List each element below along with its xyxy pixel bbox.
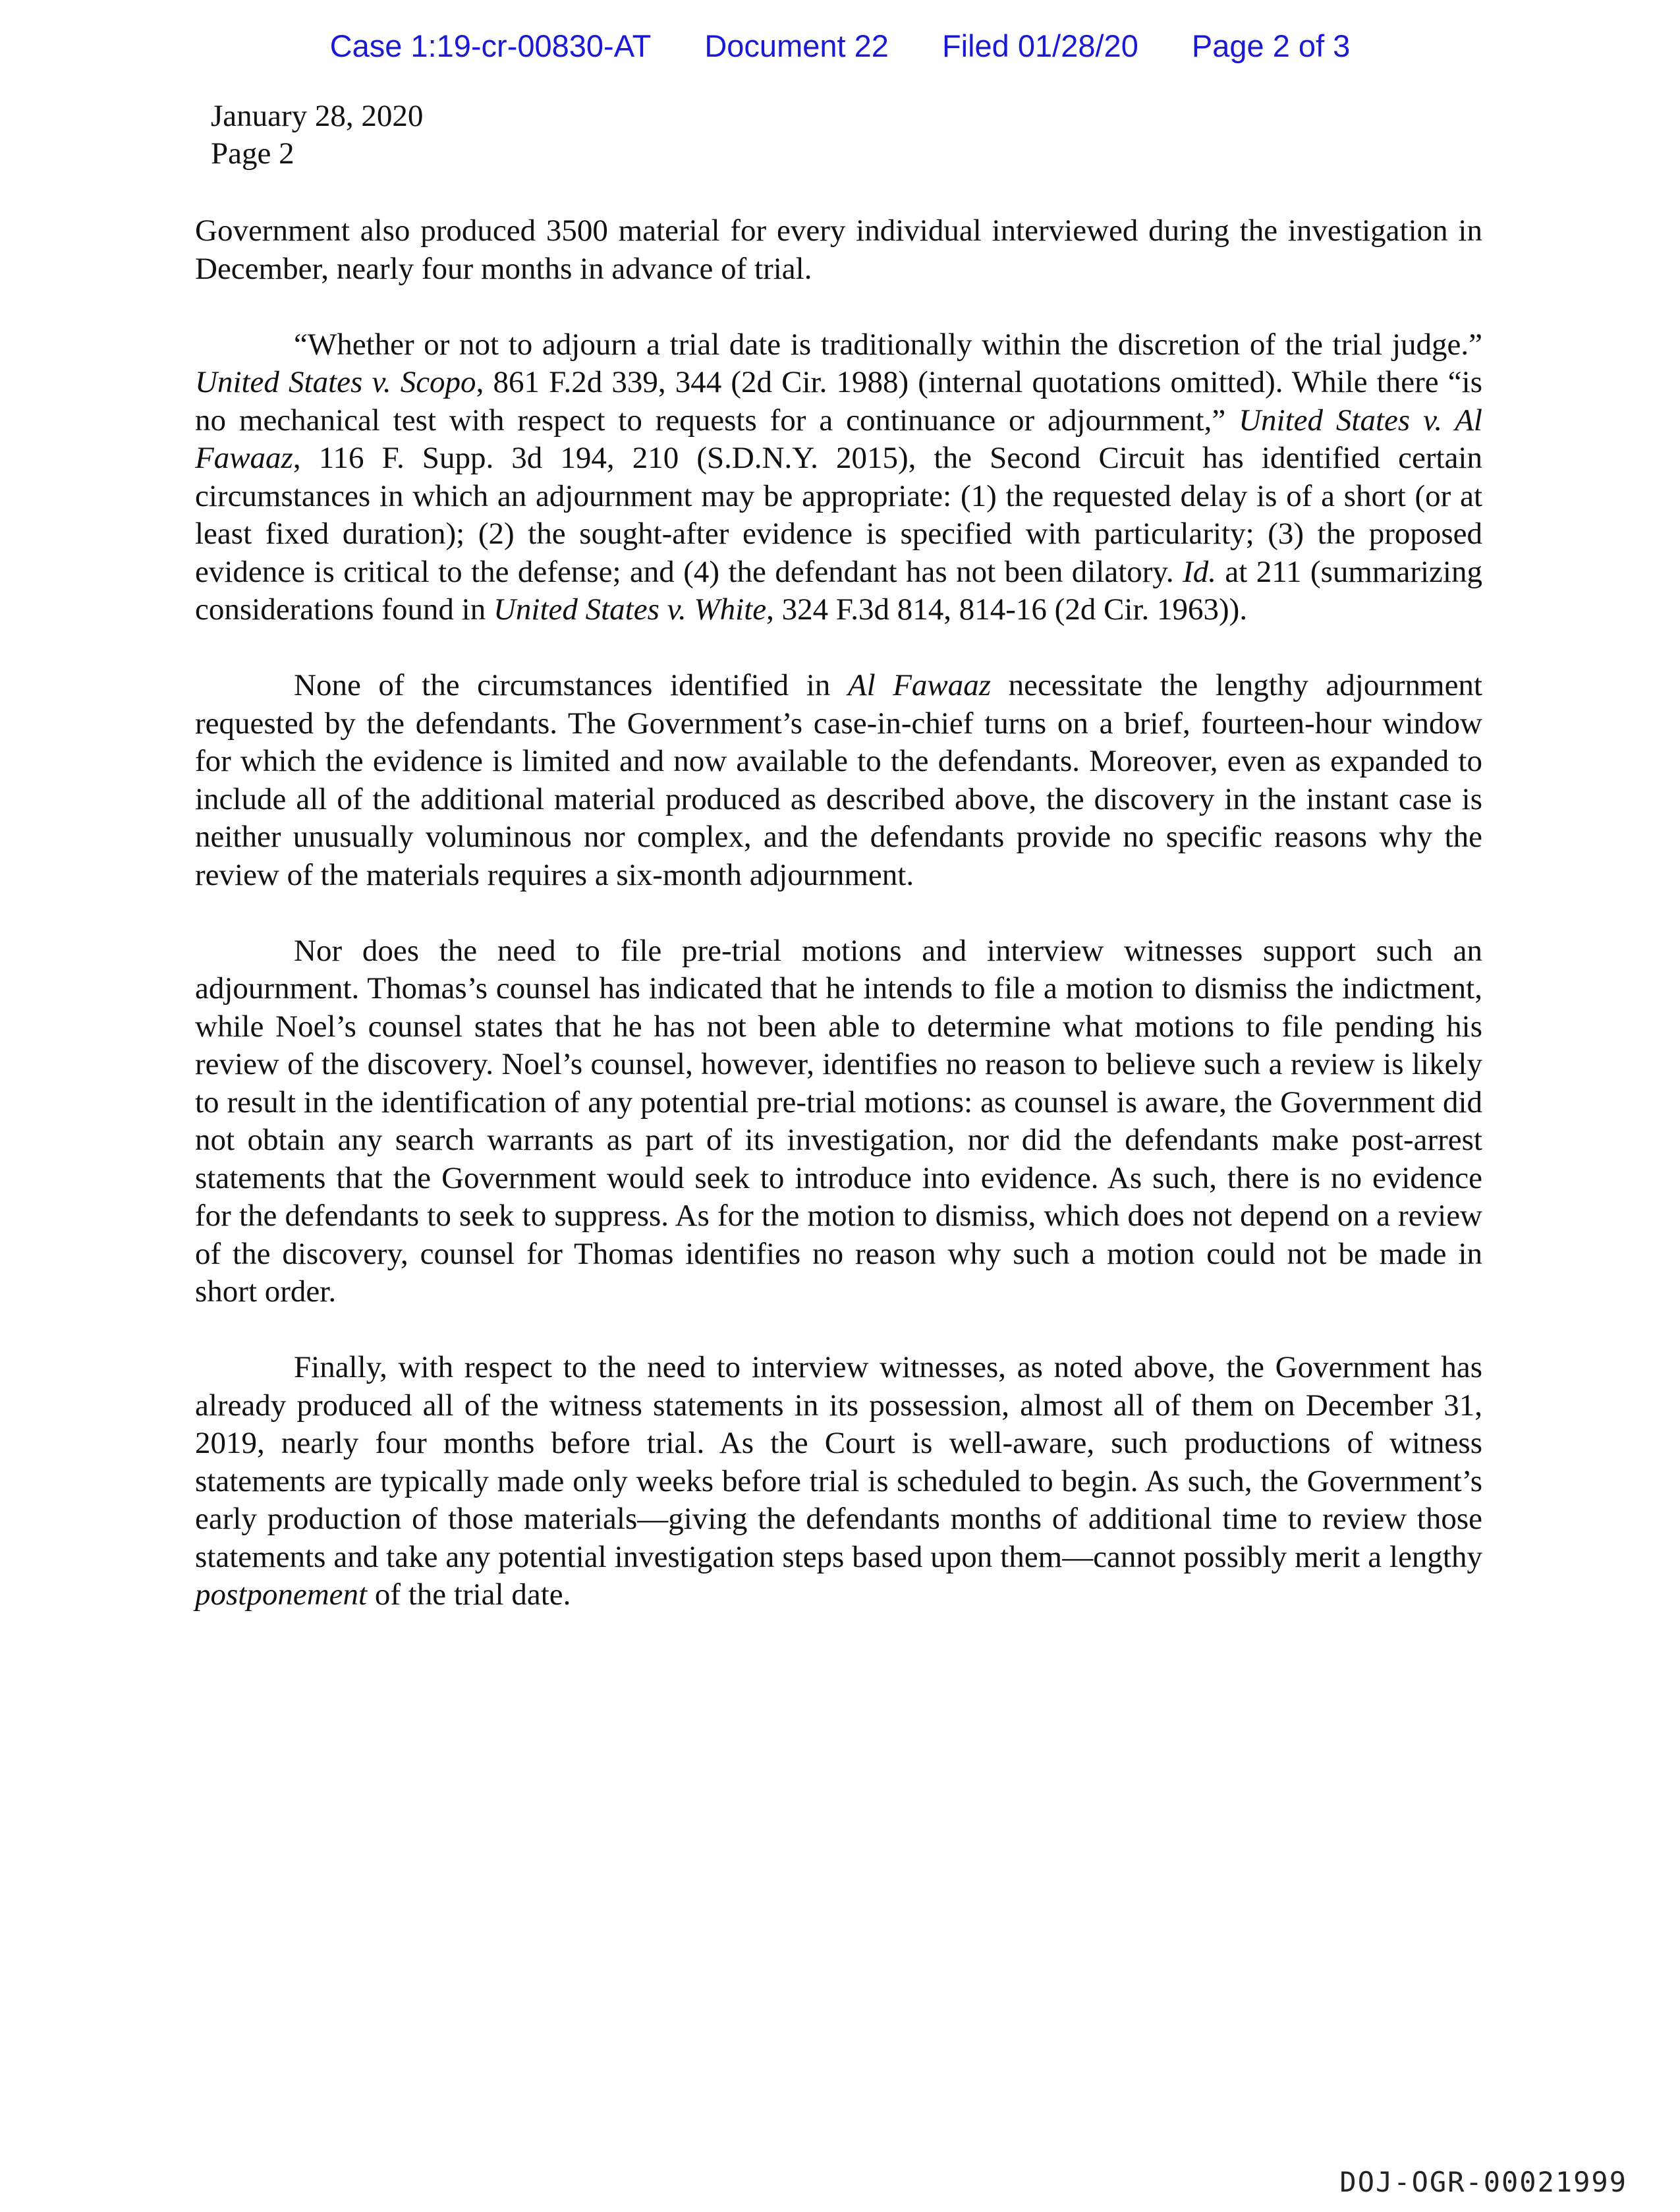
ecf-filing-header [0, 28, 1680, 64]
paragraph-text: Nor does the need to file pre-trial motions and interview witnesses support such an adjournment. Thomas’s counsel has indicated that he intends to file a motion to dismiss the indictment, while Noel’s counsel states that he has not been able to determine what motions to file pending his review of the discovery. Noel’s counsel, however, identifies no reason to believe such a review is likely to result in the identification of any potential pre-trial motions: as counsel is aware, the Government did not obtain any search warrants as part of its investigation, nor did the defendants make post-arrest statements that the Government would seek to introduce into evidence. As such, there is no evidence for the defendants to seek to suppress. As for the motion to dismiss, which does not depend on a review of the discovery, counsel for Thomas identifies no reason why such a motion could not be made in short order. [195, 933, 1482, 1309]
italic-citation: postponement [195, 1577, 368, 1612]
body-paragraph [195, 1349, 1482, 1614]
body-paragraph [195, 932, 1482, 1311]
paragraph-text: of the trial date. [367, 1577, 571, 1612]
italic-citation: United States v. Al Fawaaz [195, 403, 1482, 475]
paragraph-text: necessitate the lengthy adjournment requested by the defendants. The Government’s case-in-chief turns on a brief, fourteen-hour window for which the evidence is limited and now available to the defendants. Moreover, even as expanded to include all of the additional material produced as described above, the discovery in the instant case is neither unusually voluminous nor complex, and the defendants provide no specific reasons why the review of the materials requires a six-month adjournment. [195, 668, 1482, 892]
letter-header [211, 98, 423, 173]
body-paragraph [195, 326, 1482, 629]
italic-citation: United States v. Scopo [195, 365, 476, 399]
letter-date: January 28, 2020 [211, 99, 424, 133]
bates-number: DOJ-OGR-00021999 [1339, 2166, 1627, 2198]
paragraph-text: Government also produced 3500 material for every individual interviewed during the investigation in December, nearly four months in advance of trial. [195, 213, 1482, 286]
paragraph-text: , 324 F.3d 814, 814-16 (2d Cir. 1963)). [766, 592, 1248, 627]
filed-date: Filed 01/28/20 [941, 28, 1138, 63]
page-count: Page 2 of 3 [1191, 28, 1351, 63]
paragraph-text: at 211 (summarizing considerations found in [195, 554, 1482, 627]
letter-body [195, 212, 1482, 1652]
letter-page-label: Page 2 [211, 136, 294, 171]
italic-citation: Al Fawaaz [847, 668, 992, 702]
paragraph-text: “Whether or not to adjourn a trial date is traditionally within the discretion of the trial judge.” [294, 327, 1482, 362]
paragraph-text: , 116 F. Supp. 3d 194, 210 (S.D.N.Y. 2015), the Second Circuit has identified certain circumstances in which an adjournment may be appropriate: (1) the requested delay is of a short (or at least fixed duration); (2) the sought-after evidence is specified with particularity; (3) the proposed evidence is critical to the defense; and (4) the defendant has not been dilatory. [195, 441, 1482, 589]
case-number: Case 1:19-cr-00830-AT [329, 28, 652, 63]
italic-citation: United States v. White [493, 592, 767, 627]
paragraph-text: None of the circumstances identified in [294, 668, 848, 702]
body-paragraph [195, 667, 1482, 894]
italic-citation: Id. [1183, 554, 1216, 589]
paragraph-text: , 861 F.2d 339, 344 (2d Cir. 1988) (internal quotations omitted). While there “is no mechanical test with respect to requests for a continuance or adjournment,” [195, 365, 1483, 438]
paragraph-text: Finally, with respect to the need to interview witnesses, as noted above, the Government has already produced all of the witness statements in its possession, almost all of them on December 31, 2019, nearly four months before trial. As the Court is well-aware, such productions of witness statements are typically made only weeks before trial is scheduled to begin. As such, the Government’s early production of those materials—giving the defendants months of additional time to review those statements and take any potential investigation steps based upon them—cannot possibly merit a lengthy [195, 1350, 1482, 1574]
body-paragraph [195, 212, 1482, 288]
document-number: Document 22 [704, 28, 889, 63]
